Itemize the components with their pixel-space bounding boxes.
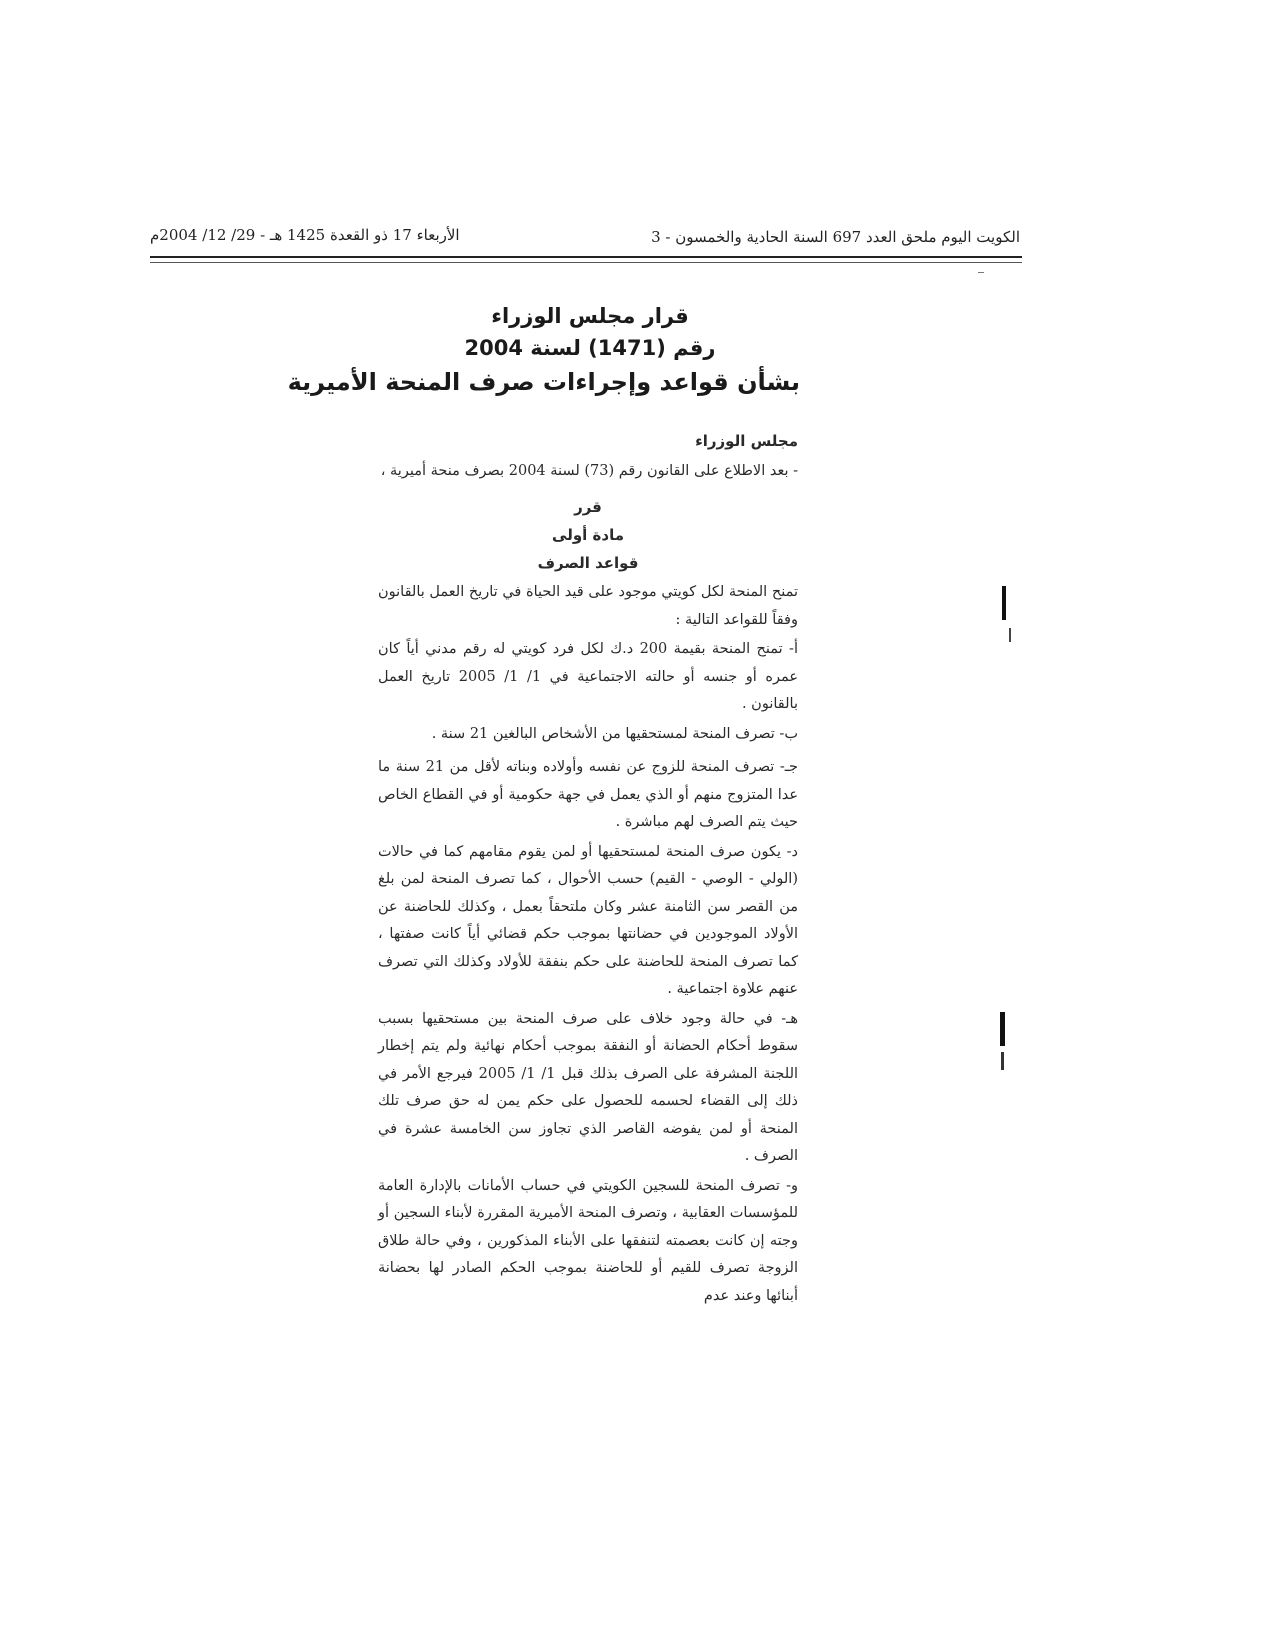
document-body: [378, 428, 798, 1312]
clause-c: جـ- تصرف المنحة للزوج عن نفسه وأولاده وبناته لأقل من 21 سنة ما عدا المتزوج منهم أو الذي يعمل في جهة حكومية أو في القطاع الخاص حيث يتم الصرف لهم مباشرة .: [378, 759, 798, 830]
title-line-2: رقم (1471) لسنة 2004: [464, 336, 716, 360]
margin-mark-bottom: [1000, 1012, 1005, 1046]
article-intro: تمنح المنحة لكل كويتي موجود على قيد الحياة في تاريخ العمل بالقانون وفقاً للقواعد التالية :: [378, 584, 798, 628]
header-rule-thick: [150, 256, 1022, 258]
scan-speck: [978, 272, 984, 273]
header-rule-thin: [150, 262, 1022, 263]
title-line-3: بشأن قواعد وإجراءات صرف المنحة الأميرية: [287, 368, 800, 396]
margin-mark-bottom-tick: [1001, 1052, 1004, 1070]
article-heading: مادة أولى: [552, 526, 624, 544]
title-line-1: قرار مجلس الوزراء: [491, 304, 689, 328]
clause-e: هـ- في حالة وجود خلاف على صرف المنحة بين مستحقيها بسبب سقوط أحكام الحضانة أو النفقة بموجب أحكام نهائية ولم يتم إخطار اللجنة المشرفة على الصرف بذلك قبل 1/ 1/ 2005 فيرجع الأمر في ذلك إلى القضاء لحسمه للحصول على حكم يمن له حق صرف تلك المنحة أو لمن يفوضه القاصر الذي تجاوز سن الخامسة عشرة في الصرف .: [378, 1010, 799, 1164]
decision-heading-block: [378, 493, 798, 577]
clause-b: ب- تصرف المنحة لمستحقيها من الأشخاص البالغين 21 سنة .: [431, 725, 798, 742]
margin-mark-top: [1002, 586, 1006, 620]
decided-heading: قرر: [574, 498, 602, 516]
clause-a: أ- تمنح المنحة بقيمة 200 د.ك لكل فرد كويتي له رقم مدني أياً كان عمره أو جنسه أو حالته الاجتماعية في 1/ 1/ 2005 تاريخ العمل بالقانون .: [378, 641, 798, 712]
margin-mark-top-tick: [1009, 628, 1011, 642]
council-heading: مجلس الوزراء: [695, 432, 798, 450]
clause-f: و- تصرف المنحة للسجين الكويتي في حساب الأمانات بالإدارة العامة للمؤسسات العقابية ، وتصرف المنحة الأميرية المقررة لأبناء السجين أو وجته إن كانت بعصمته لتنفقها على الأبناء المذكورين ، وفي حالة طلاق الزوجة تصرف للقيم أو للحاضنة بموجب الحكم الصادر لها بحضانة أبنائها وعند عدم: [378, 1177, 798, 1304]
header-date: الأربعاء 17 ذو القعدة 1425 هـ - 29/ 12/ 2004م: [150, 226, 460, 244]
article-title: قواعد الصرف: [537, 554, 639, 572]
preamble: - بعد الاطلاع على القانون رقم (73) لسنة 2004 بصرف منحة أميرية ،: [380, 462, 798, 479]
clause-d: د- يكون صرف المنحة لمستحقيها أو لمن يقوم مقامهم كما في حالات (الولي - الوصي - القيم) حسب الأحوال ، كما تصرف المنحة لمن بلغ من القصر سن الثامنة عشر وكان ملتحقاً بعمل ، وكذلك للحاضنة عن الأولاد الموجودين في حضانتها بموجب حكم قضائي أياً كانت صفتها ، كما تصرف المنحة للحاضنة على حكم بنفقة للأولاد وكذلك التي تصرف عنهم علاوة اجتماعية .: [378, 843, 798, 997]
header-gazette-info: الكويت اليوم ملحق العدد 697 السنة الحادية والخمسون - 3: [651, 228, 1020, 246]
decision-title: [287, 300, 800, 400]
